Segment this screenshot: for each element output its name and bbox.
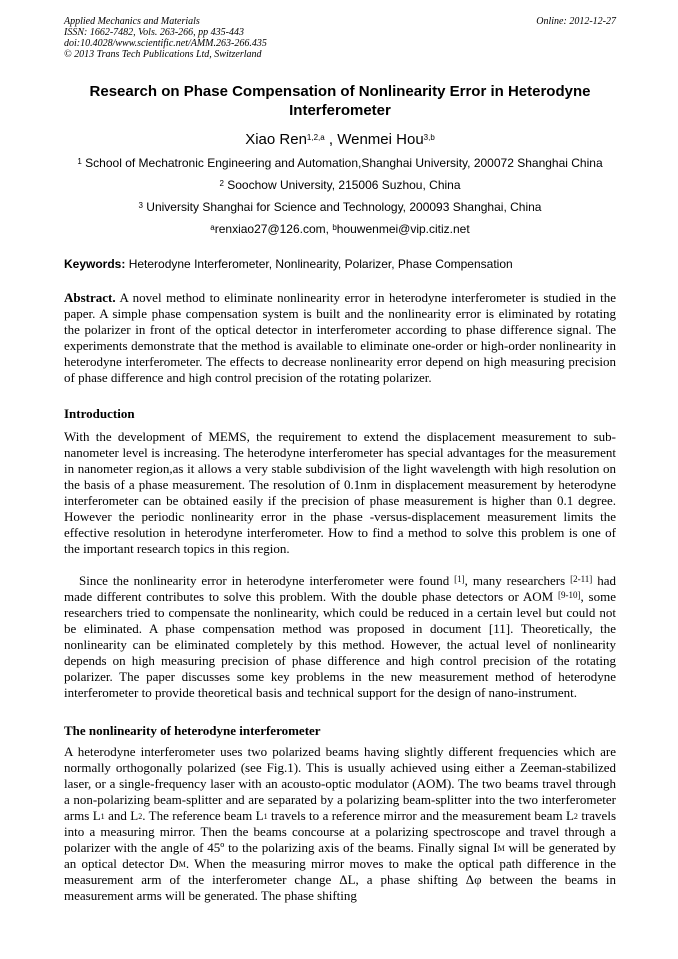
text-run: A heterodyne interferometer uses two polarized beams having slightly different frequencies which are normally orthogonally polarized (see Fig.1). This is usually achieved using either a Zeeman-stabilized laser, or a single-frequency laser with an acousto-optic modulator (AOM). The two beams travel through a non-polarizing beam-splitter and are separated by a polarizing beam-splitter into the two interferometer arms L xyxy=(64,744,616,823)
subscript: 2 xyxy=(573,812,578,821)
abstract-text: A novel method to eliminate nonlinearity error in heterodyne interferometer is studied in the paper. A simple phase compensation system is built and the nonlinearity error is eliminated by rotating the polarizer in front of the optical detector in interferometer according to phase difference signal. The experiments demonstrate that the method is available to eliminate one-order or high-order nonlinearity in heterodyne interferometer. The effects to decrease nonlinearity error depend on high measuring precision of phase difference and high control precision of the rotating polarizer. xyxy=(64,290,616,385)
subscript: M xyxy=(497,844,505,853)
abstract-label: Abstract. xyxy=(64,290,116,305)
journal-name: Applied Mechanics and Materials xyxy=(64,16,200,27)
affiliation-mark: 3 xyxy=(138,201,143,210)
affiliation-2 xyxy=(58,178,622,193)
keywords-text: Heterodyne Interferometer, Nonlinearity, Polarizer, Phase Compensation xyxy=(125,257,513,271)
affiliation-mark: 2 xyxy=(219,179,224,188)
text-run: will be generated by an optical detector D xyxy=(64,840,616,871)
keywords-label: Keywords: xyxy=(64,257,126,271)
affiliation-text: University Shanghai for Science and Technology, 200093 Shanghai, China xyxy=(142,200,542,214)
text-run: . When the measuring mirror moves to make the optical path difference in the measurement arm of the interferometer change ΔL, a phase shifting Δφ between the beams in measurement arms will be generated. The phase shifting xyxy=(64,856,616,903)
author-affiliation-mark: 1,2,a xyxy=(306,133,325,142)
abstract xyxy=(64,290,616,386)
text-run: had made different contributes to solve this problem. With the double phase detectors or AOM xyxy=(64,573,616,604)
email-line xyxy=(58,222,622,237)
author-separator: , xyxy=(324,131,338,148)
author-line xyxy=(64,130,616,150)
journal-header xyxy=(64,16,616,60)
affiliation-mark: 1 xyxy=(77,157,82,166)
affiliation-1 xyxy=(58,156,622,171)
text-run: Since the nonlinearity error in heterodyne interferometer were found xyxy=(79,573,455,588)
text-run: , many researchers xyxy=(464,573,571,588)
section-2-paragraph xyxy=(64,744,616,904)
section-heading-introduction: Introduction xyxy=(64,406,135,421)
email-mark: b xyxy=(332,223,337,232)
citation: [1] xyxy=(454,574,465,584)
subscript: M xyxy=(178,860,186,869)
email-mark: a xyxy=(210,223,215,232)
text-run: , some researchers tried to compensate the nonlinearity, which could be reduced in a certain level but could not be eliminated. A phase compensation method was proposed in document [11]. Theoretically, the nonlinearity can be eliminated completely by this method. However, the actual level of nonlinearity depends on high measuring precision of phase difference and high control precision of the rotating polarizer. The paper discusses some key problems in the new measurement method of heterodyne interferometer to provide theoretical basis and technical support for the design of nano-instrument. xyxy=(64,589,616,700)
subscript: 1 xyxy=(263,812,268,821)
section-heading-nonlinearity: The nonlinearity of heterodyne interferometer xyxy=(64,723,321,738)
text-run: travels to a reference mirror and the measurement beam L xyxy=(267,808,574,823)
author-name: Xiao Ren xyxy=(245,131,307,148)
doi-line: doi:10.4028/www.scientific.net/AMM.263-266.435 xyxy=(64,38,267,49)
online-date: Online: 2012-12-27 xyxy=(536,16,616,27)
text-run: . The reference beam L xyxy=(142,808,264,823)
paper-title: Research on Phase Compensation of Nonlinearity Error in Heterodyne Interferometer xyxy=(89,83,591,119)
affiliation-text: School of Mechatronic Engineering and Automation,Shanghai University, 200072 Shanghai China xyxy=(81,156,603,170)
intro-paragraph-2 xyxy=(64,573,616,701)
author-affiliation-mark: 3,b xyxy=(423,133,435,142)
affiliation-text: Soochow University, 215006 Suzhou, China xyxy=(223,178,461,192)
citation: [9-10] xyxy=(558,590,581,600)
author-name: Wenmei Hou xyxy=(337,131,424,148)
citation: [2-11] xyxy=(570,574,593,584)
affiliation-3 xyxy=(58,200,622,215)
intro-paragraph-1: With the development of MEMS, the requirement to extend the displacement measurement to sub-nanometer level is increasing. The heterodyne interferometer has special advantages for the measurement in nanometer region,as it allows a very stable subdivision of the light wavelength with high resolution on the basis of a phase measurement. The resolution of 0.1nm in displacement measurement by heterodyne interferometer can be obtained easily if the precision of phase measurement is higher than 0.1 degree. However the periodic nonlinearity error in the phase -versus-displacement measurement limits the effective resolution in heterodyne interferometer. How to find a method to solve this problem is one of the important research topics in this region. xyxy=(64,429,616,556)
subscript: 2 xyxy=(138,812,143,821)
email-a: renxiao27@126.com, xyxy=(214,222,333,236)
text-run: travels into a measuring mirror. Then the beams concourse at a polarizing spectroscope and travel through a polarizer with the angle of 45º to the polarizing axis of the beams. Finally signal I xyxy=(64,808,616,855)
email-b: houwenmei@vip.citiz.net xyxy=(336,222,470,236)
text-run: and L xyxy=(104,808,139,823)
copyright-line: © 2013 Trans Tech Publications Ltd, Switzerland xyxy=(64,49,262,60)
keywords xyxy=(64,257,616,272)
issn-line: ISSN: 1662-7482, Vols. 263-266, pp 435-443 xyxy=(64,27,244,38)
subscript: 1 xyxy=(100,812,105,821)
